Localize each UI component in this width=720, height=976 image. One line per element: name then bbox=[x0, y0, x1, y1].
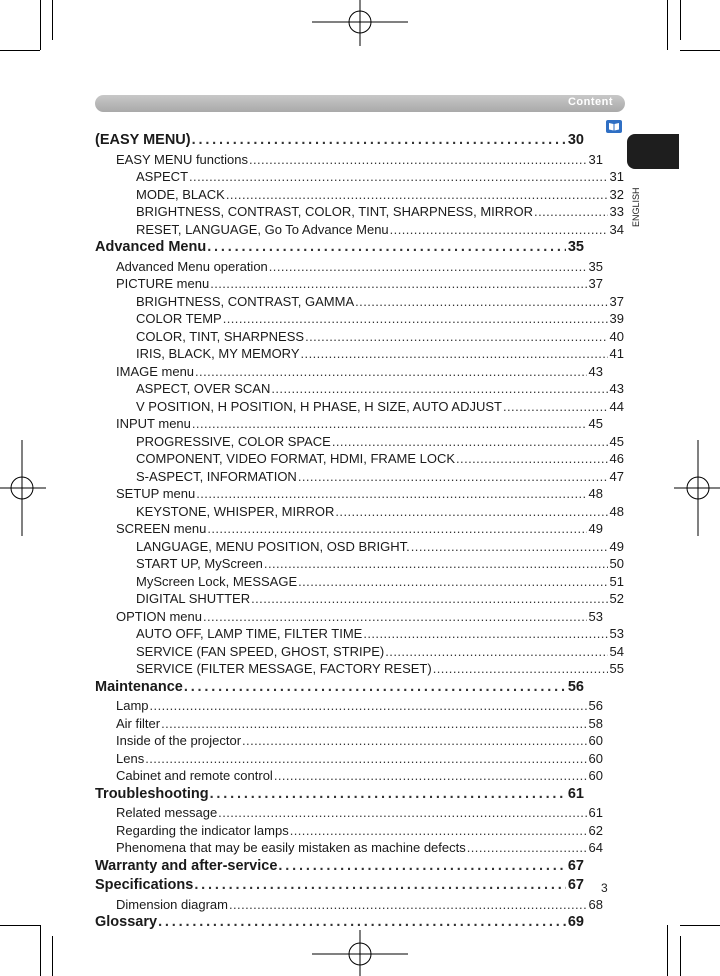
toc-entry[interactable] bbox=[136, 204, 624, 222]
registration-mark-top bbox=[312, 0, 408, 48]
toc-entry-title: Warranty and after-service bbox=[95, 857, 278, 874]
toc-leader-dots bbox=[242, 733, 587, 748]
toc-entry-title: ASPECT bbox=[136, 169, 189, 184]
toc-entry-title: COMPONENT, VIDEO FORMAT, HDMI, FRAME LOCK bbox=[136, 451, 456, 466]
toc-entry[interactable] bbox=[116, 840, 603, 858]
toc-entry[interactable] bbox=[116, 486, 603, 504]
toc-entry-title: Dimension diagram bbox=[116, 896, 228, 912]
toc-entry[interactable] bbox=[136, 434, 624, 452]
toc-entry[interactable] bbox=[116, 609, 603, 627]
toc-leader-dots bbox=[192, 416, 587, 431]
toc-leader-dots bbox=[298, 469, 608, 484]
toc-entry-page: 37 bbox=[588, 276, 603, 291]
page-number: 3 bbox=[601, 881, 608, 895]
toc-leader-dots bbox=[390, 222, 608, 237]
toc-entry-page: 33 bbox=[609, 204, 624, 219]
toc-entry[interactable] bbox=[136, 556, 624, 574]
toc-leader-dots bbox=[305, 329, 607, 344]
toc-entry-title: Glossary bbox=[95, 914, 158, 930]
toc-entry[interactable] bbox=[136, 169, 624, 187]
toc-entry-title: PROGRESSIVE, COLOR SPACE bbox=[136, 433, 331, 449]
toc-entry-title: BRIGHTNESS, CONTRAST, GAMMA bbox=[136, 293, 355, 309]
content-header-label: Content bbox=[567, 96, 613, 108]
toc-entry-page: 32 bbox=[609, 186, 624, 202]
toc-leader-dots bbox=[385, 644, 607, 659]
toc-entry-page: 58 bbox=[588, 715, 603, 731]
toc-entry[interactable] bbox=[136, 381, 624, 399]
toc-entry-page: 31 bbox=[588, 151, 603, 167]
toc-leader-dots bbox=[249, 152, 587, 167]
toc-entry-title: ASPECT, OVER SCAN bbox=[136, 381, 271, 396]
toc-entry-page: 37 bbox=[609, 293, 624, 309]
toc-entry[interactable] bbox=[116, 823, 603, 841]
content-header-bar bbox=[95, 95, 625, 112]
toc-leader-dots bbox=[194, 877, 566, 893]
toc-entry[interactable] bbox=[116, 716, 603, 734]
toc-entry-page: 31 bbox=[609, 169, 624, 184]
toc-entry[interactable] bbox=[136, 346, 624, 364]
toc-leader-dots bbox=[456, 451, 608, 466]
toc-entry[interactable] bbox=[116, 416, 603, 434]
toc-entry-title: EASY MENU functions bbox=[116, 151, 248, 167]
toc-entry-title: Regarding the indicator lamps bbox=[116, 822, 289, 838]
toc-entry-page: 35 bbox=[588, 258, 603, 274]
toc-entry-title: Related message bbox=[116, 805, 218, 820]
toc-leader-dots bbox=[192, 132, 566, 148]
toc-entry-page: 62 bbox=[588, 822, 603, 838]
toc-entry-page: 67 bbox=[567, 877, 584, 893]
toc-entry-title: PICTURE menu bbox=[116, 276, 210, 291]
toc-entry-title: Troubleshooting bbox=[95, 785, 209, 802]
toc-entry[interactable] bbox=[116, 751, 603, 769]
toc-entry-title: INPUT menu bbox=[116, 416, 191, 431]
toc-leader-dots bbox=[269, 259, 587, 274]
toc-entry-page: 40 bbox=[609, 328, 624, 344]
toc-entry[interactable] bbox=[136, 644, 624, 662]
toc-section[interactable] bbox=[95, 877, 584, 897]
toc-entry-page: 48 bbox=[609, 503, 624, 519]
toc-entry[interactable] bbox=[136, 661, 624, 679]
toc-entry-page: 61 bbox=[588, 805, 603, 820]
toc-entry-page: 34 bbox=[609, 221, 624, 237]
toc-leader-dots bbox=[196, 486, 586, 501]
toc-entry-page: 30 bbox=[567, 132, 584, 148]
toc-entry-page: 35 bbox=[567, 239, 584, 255]
toc-entry[interactable] bbox=[136, 469, 624, 487]
toc-entry-page: 60 bbox=[588, 733, 603, 748]
toc-entry-title: BRIGHTNESS, CONTRAST, COLOR, TINT, SHARPNESS, MIRROR bbox=[136, 204, 534, 219]
toc-entry-title: MODE, BLACK bbox=[136, 186, 225, 202]
toc-entry[interactable] bbox=[136, 399, 624, 417]
toc-section[interactable] bbox=[95, 679, 584, 699]
toc-leader-dots bbox=[332, 434, 608, 449]
toc-leader-dots bbox=[158, 914, 566, 930]
toc-leader-dots bbox=[433, 661, 608, 676]
toc-section[interactable] bbox=[95, 914, 584, 934]
toc-entry[interactable] bbox=[136, 187, 624, 205]
toc-entry-title: SERVICE (FAN SPEED, GHOST, STRIPE) bbox=[136, 643, 385, 659]
toc-entry[interactable] bbox=[136, 574, 624, 592]
toc-leader-dots bbox=[218, 805, 586, 820]
toc-leader-dots bbox=[264, 556, 608, 571]
toc-entry-page: 69 bbox=[567, 914, 584, 930]
toc-section[interactable] bbox=[95, 786, 584, 806]
toc-entry-page: 47 bbox=[609, 468, 624, 484]
toc-entry-title: Specifications bbox=[95, 877, 194, 893]
toc-leader-dots bbox=[195, 364, 587, 379]
toc-entry[interactable] bbox=[136, 311, 624, 329]
toc-entry-page: 43 bbox=[609, 381, 624, 396]
toc-entry[interactable] bbox=[136, 626, 624, 644]
toc-entry[interactable] bbox=[116, 152, 603, 170]
toc-leader-dots bbox=[271, 381, 607, 396]
toc-leader-dots bbox=[203, 609, 587, 624]
toc-entry[interactable] bbox=[116, 768, 603, 786]
toc-entry-page: 53 bbox=[609, 626, 624, 641]
toc-leader-dots bbox=[355, 294, 607, 309]
toc-entry-title: SETUP menu bbox=[116, 486, 196, 501]
toc-entry-page: 45 bbox=[609, 433, 624, 449]
toc-leader-dots bbox=[503, 399, 608, 414]
toc-leader-dots bbox=[207, 239, 566, 255]
toc-entry[interactable] bbox=[116, 805, 603, 823]
toc-entry-title: COLOR TEMP bbox=[136, 311, 222, 326]
toc-entry-page: 68 bbox=[588, 896, 603, 912]
toc-entry-title: Lens bbox=[116, 750, 145, 766]
toc-leader-dots bbox=[534, 204, 607, 219]
toc-entry-page: 52 bbox=[609, 591, 624, 606]
toc-entry-page: 60 bbox=[588, 768, 603, 783]
toc-entry-title: V POSITION, H POSITION, H PHASE, H SIZE, AUTO ADJUST bbox=[136, 398, 502, 414]
toc-leader-dots bbox=[467, 840, 587, 855]
toc-entry[interactable] bbox=[136, 451, 624, 469]
toc-leader-dots bbox=[210, 276, 586, 291]
toc-entry-page: 67 bbox=[567, 857, 584, 874]
table-of-contents bbox=[0, 132, 720, 934]
toc-entry-title: AUTO OFF, LAMP TIME, FILTER TIME bbox=[136, 626, 363, 641]
toc-leader-dots bbox=[229, 897, 587, 912]
toc-leader-dots bbox=[298, 574, 607, 589]
registration-mark-bottom bbox=[312, 930, 408, 976]
toc-entry-title: Maintenance bbox=[95, 678, 183, 695]
toc-leader-dots bbox=[411, 539, 608, 554]
toc-leader-dots bbox=[184, 679, 566, 695]
toc-entry-title: Advanced Menu bbox=[95, 239, 207, 255]
toc-entry-title: KEYSTONE, WHISPER, MIRROR bbox=[136, 503, 335, 519]
toc-entry-title: S-ASPECT, INFORMATION bbox=[136, 468, 297, 484]
toc-entry-page: 54 bbox=[609, 643, 624, 659]
toc-entry-title: SCREEN menu bbox=[116, 521, 207, 536]
toc-entry-page: 50 bbox=[609, 556, 624, 571]
toc-entry[interactable] bbox=[116, 897, 603, 915]
toc-entry[interactable] bbox=[136, 504, 624, 522]
toc-leader-dots bbox=[226, 187, 608, 202]
toc-leader-dots bbox=[223, 311, 608, 326]
toc-entry-page: 44 bbox=[609, 398, 624, 414]
toc-entry[interactable] bbox=[116, 259, 603, 277]
toc-entry-page: 48 bbox=[588, 486, 603, 501]
toc-entry-title: IRIS, BLACK, MY MEMORY bbox=[136, 346, 300, 361]
toc-leader-dots bbox=[207, 521, 586, 536]
toc-leader-dots bbox=[251, 591, 607, 606]
toc-entry-page: 56 bbox=[567, 678, 584, 695]
toc-entry-title: DIGITAL SHUTTER bbox=[136, 591, 251, 606]
toc-entry[interactable] bbox=[116, 521, 603, 539]
toc-entry[interactable] bbox=[116, 733, 603, 751]
toc-entry[interactable] bbox=[136, 329, 624, 347]
toc-leader-dots bbox=[335, 504, 607, 519]
toc-entry[interactable] bbox=[116, 276, 603, 294]
toc-section[interactable] bbox=[95, 858, 584, 878]
toc-entry-page: 43 bbox=[588, 363, 603, 379]
toc-entry[interactable] bbox=[136, 539, 624, 557]
toc-entry[interactable] bbox=[116, 364, 603, 382]
toc-entry-title: OPTION menu bbox=[116, 608, 202, 624]
toc-entry-page: 64 bbox=[588, 840, 603, 855]
toc-entry-title: Phenomena that may be easily mistaken as machine defects bbox=[116, 840, 466, 855]
toc-entry-title: MyScreen Lock, MESSAGE bbox=[136, 573, 298, 589]
toc-entry-page: 51 bbox=[609, 573, 624, 589]
toc-entry-page: 39 bbox=[609, 311, 624, 326]
toc-entry-title: Inside of the projector bbox=[116, 733, 242, 748]
toc-entry-page: 56 bbox=[588, 698, 603, 713]
toc-entry-page: 49 bbox=[609, 538, 624, 554]
toc-entry-title: Air filter bbox=[116, 715, 161, 731]
toc-entry-page: 41 bbox=[609, 346, 624, 361]
toc-leader-dots bbox=[274, 768, 587, 783]
toc-section[interactable] bbox=[95, 132, 584, 152]
toc-leader-dots bbox=[363, 626, 607, 641]
toc-leader-dots bbox=[301, 346, 608, 361]
toc-entry[interactable] bbox=[116, 698, 603, 716]
toc-entry-title: COLOR, TINT, SHARPNESS bbox=[136, 328, 305, 344]
toc-entry-page: 55 bbox=[609, 661, 624, 676]
toc-leader-dots bbox=[189, 169, 608, 184]
toc-entry-page: 60 bbox=[588, 750, 603, 766]
toc-entry-page: 46 bbox=[609, 451, 624, 466]
toc-leader-dots bbox=[290, 823, 587, 838]
language-tab-label: ENGLISH bbox=[631, 187, 641, 227]
toc-entry-title: LANGUAGE, MENU POSITION, OSD BRIGHT. bbox=[136, 538, 410, 554]
toc-entry-title: Advanced Menu operation bbox=[116, 258, 268, 274]
toc-entry-title: START UP, MyScreen bbox=[136, 556, 263, 571]
toc-entry-title: IMAGE menu bbox=[116, 363, 195, 379]
toc-entry[interactable] bbox=[136, 294, 624, 312]
toc-leader-dots bbox=[210, 786, 566, 802]
toc-entry-page: 45 bbox=[588, 416, 603, 431]
toc-leader-dots bbox=[150, 698, 587, 713]
toc-entry[interactable] bbox=[136, 591, 624, 609]
toc-section[interactable] bbox=[95, 239, 584, 259]
toc-leader-dots bbox=[161, 716, 586, 731]
toc-entry-page: 53 bbox=[588, 608, 603, 624]
toc-entry-title: Lamp bbox=[116, 698, 149, 713]
toc-entry-page: 49 bbox=[588, 521, 603, 536]
toc-entry-title: Cabinet and remote control bbox=[116, 768, 273, 783]
toc-entry-title: RESET, LANGUAGE, Go To Advance Menu bbox=[136, 221, 389, 237]
toc-entry-title: (EASY MENU) bbox=[95, 132, 191, 148]
toc-entry-page: 61 bbox=[567, 785, 584, 802]
toc-leader-dots bbox=[278, 858, 565, 874]
toc-entry[interactable] bbox=[136, 222, 624, 240]
toc-leader-dots bbox=[145, 751, 586, 766]
toc-entry-title: SERVICE (FILTER MESSAGE, FACTORY RESET) bbox=[136, 661, 432, 676]
